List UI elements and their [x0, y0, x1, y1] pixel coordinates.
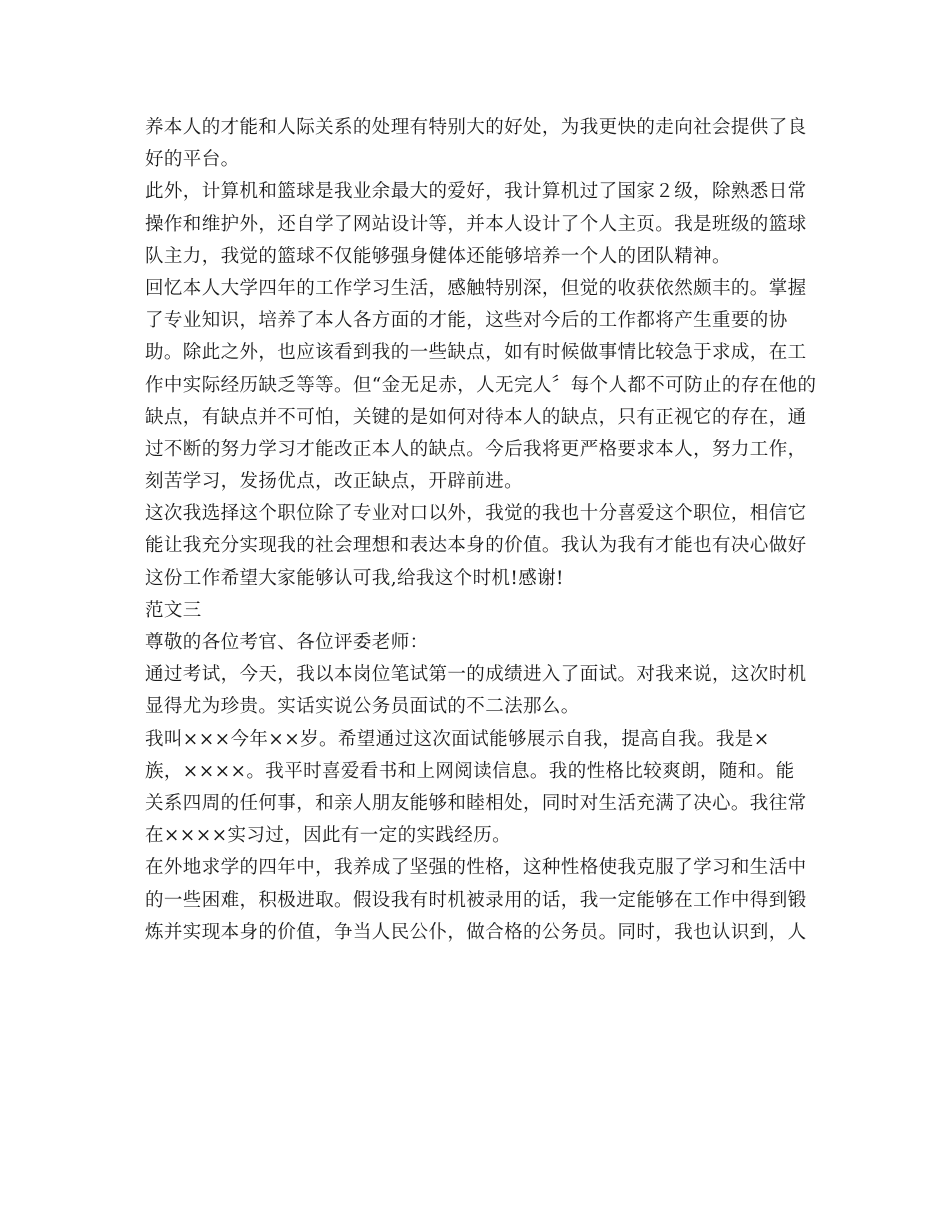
- text-line: 显得尤为珍贵。实话实说公务员面试的不二法那么。: [145, 696, 580, 718]
- text-line: 过不断的努力学习才能改正本人的缺点。今后我将更严格要求本人，努力工作，: [145, 438, 807, 460]
- text-line: 作中实际经历缺乏等等。但“金无足赤，人无完人〞每个人都不可防止的存在他的: [145, 374, 817, 396]
- text-line: 炼并实现本身的价值，争当人民公仆，做合格的公务员。同时，我也认识到，人: [145, 921, 807, 943]
- text-line: 在××××实习过，因此有一定的实践经历。: [145, 825, 512, 847]
- text-line: 助。除此之外，也应该看到我的一些缺点，如有时候做事情比较急于求成，在工: [145, 342, 807, 364]
- text-line: 我叫×××今年××岁。希望通过这次面试能够展示自我，提高自我。我是×: [145, 728, 770, 750]
- text-line: 在外地求学的四年中，我养成了坚强的性格，这种性格使我克服了学习和生活中: [145, 857, 807, 879]
- text-line: 刻苦学习，发扬优点，改正缺点，开辟前进。: [145, 471, 524, 493]
- salutation: 尊敬的各位考官、各位评委老师：: [145, 632, 429, 653]
- text-line: 此外，计算机和篮球是我业余最大的爱好，我计算机过了国家２级，除熟悉日常: [145, 181, 807, 203]
- text-line: 能让我充分实现我的社会理想和表达本身的价值。我认为我有才能也有决心做好: [145, 535, 807, 557]
- text-line: 这次我选择这个职位除了专业对口以外，我觉的我也十分喜爱这个职位，相信它: [145, 503, 807, 525]
- text-line: 关系四周的任何事，和亲人朋友能够和睦相处，同时对生活充满了决心。我往常: [145, 792, 807, 814]
- text-line: 这份工作希望大家能够认可我,给我这个时机!感谢!: [145, 567, 564, 589]
- text-line: 操作和维护外，还自学了网站设计等，并本人设计了个人主页。我是班级的篮球: [145, 213, 807, 235]
- text-line: 回忆本人大学四年的工作学习生活，感触特别深，但觉的收获依然颇丰的。掌握: [145, 277, 807, 299]
- text-line: 通过考试，今天，我以本岗位笔试第一的成绩进入了面试。对我来说，这次时机: [145, 664, 807, 686]
- text-line: 养本人的才能和人际关系的处理有特别大的好处，为我更快的走向社会提供了良: [145, 117, 807, 138]
- text-line: 族，××××。我平时喜爱看书和上网阅读信息。我的性格比较爽朗，随和。能: [145, 760, 795, 782]
- text-line: 缺点，有缺点并不可怕，关键的是如何对待本人的缺点，只有正视它的存在，通: [145, 406, 807, 428]
- text-line: 的一些困难，积极进取。假设我有时机被录用的话，我一定能够在工作中得到锻: [145, 889, 807, 911]
- text-line: 好的平台。: [145, 149, 240, 171]
- text-line: 了专业知识，培养了本人各方面的才能，这些对今后的工作都将产生重要的协: [145, 310, 788, 332]
- text-line: 队主力，我觉的篮球不仅能够强身健体还能够培养一个人的团队精神。: [145, 245, 731, 267]
- section-heading: 范文三: [145, 599, 202, 621]
- document-body: [145, 112, 817, 949]
